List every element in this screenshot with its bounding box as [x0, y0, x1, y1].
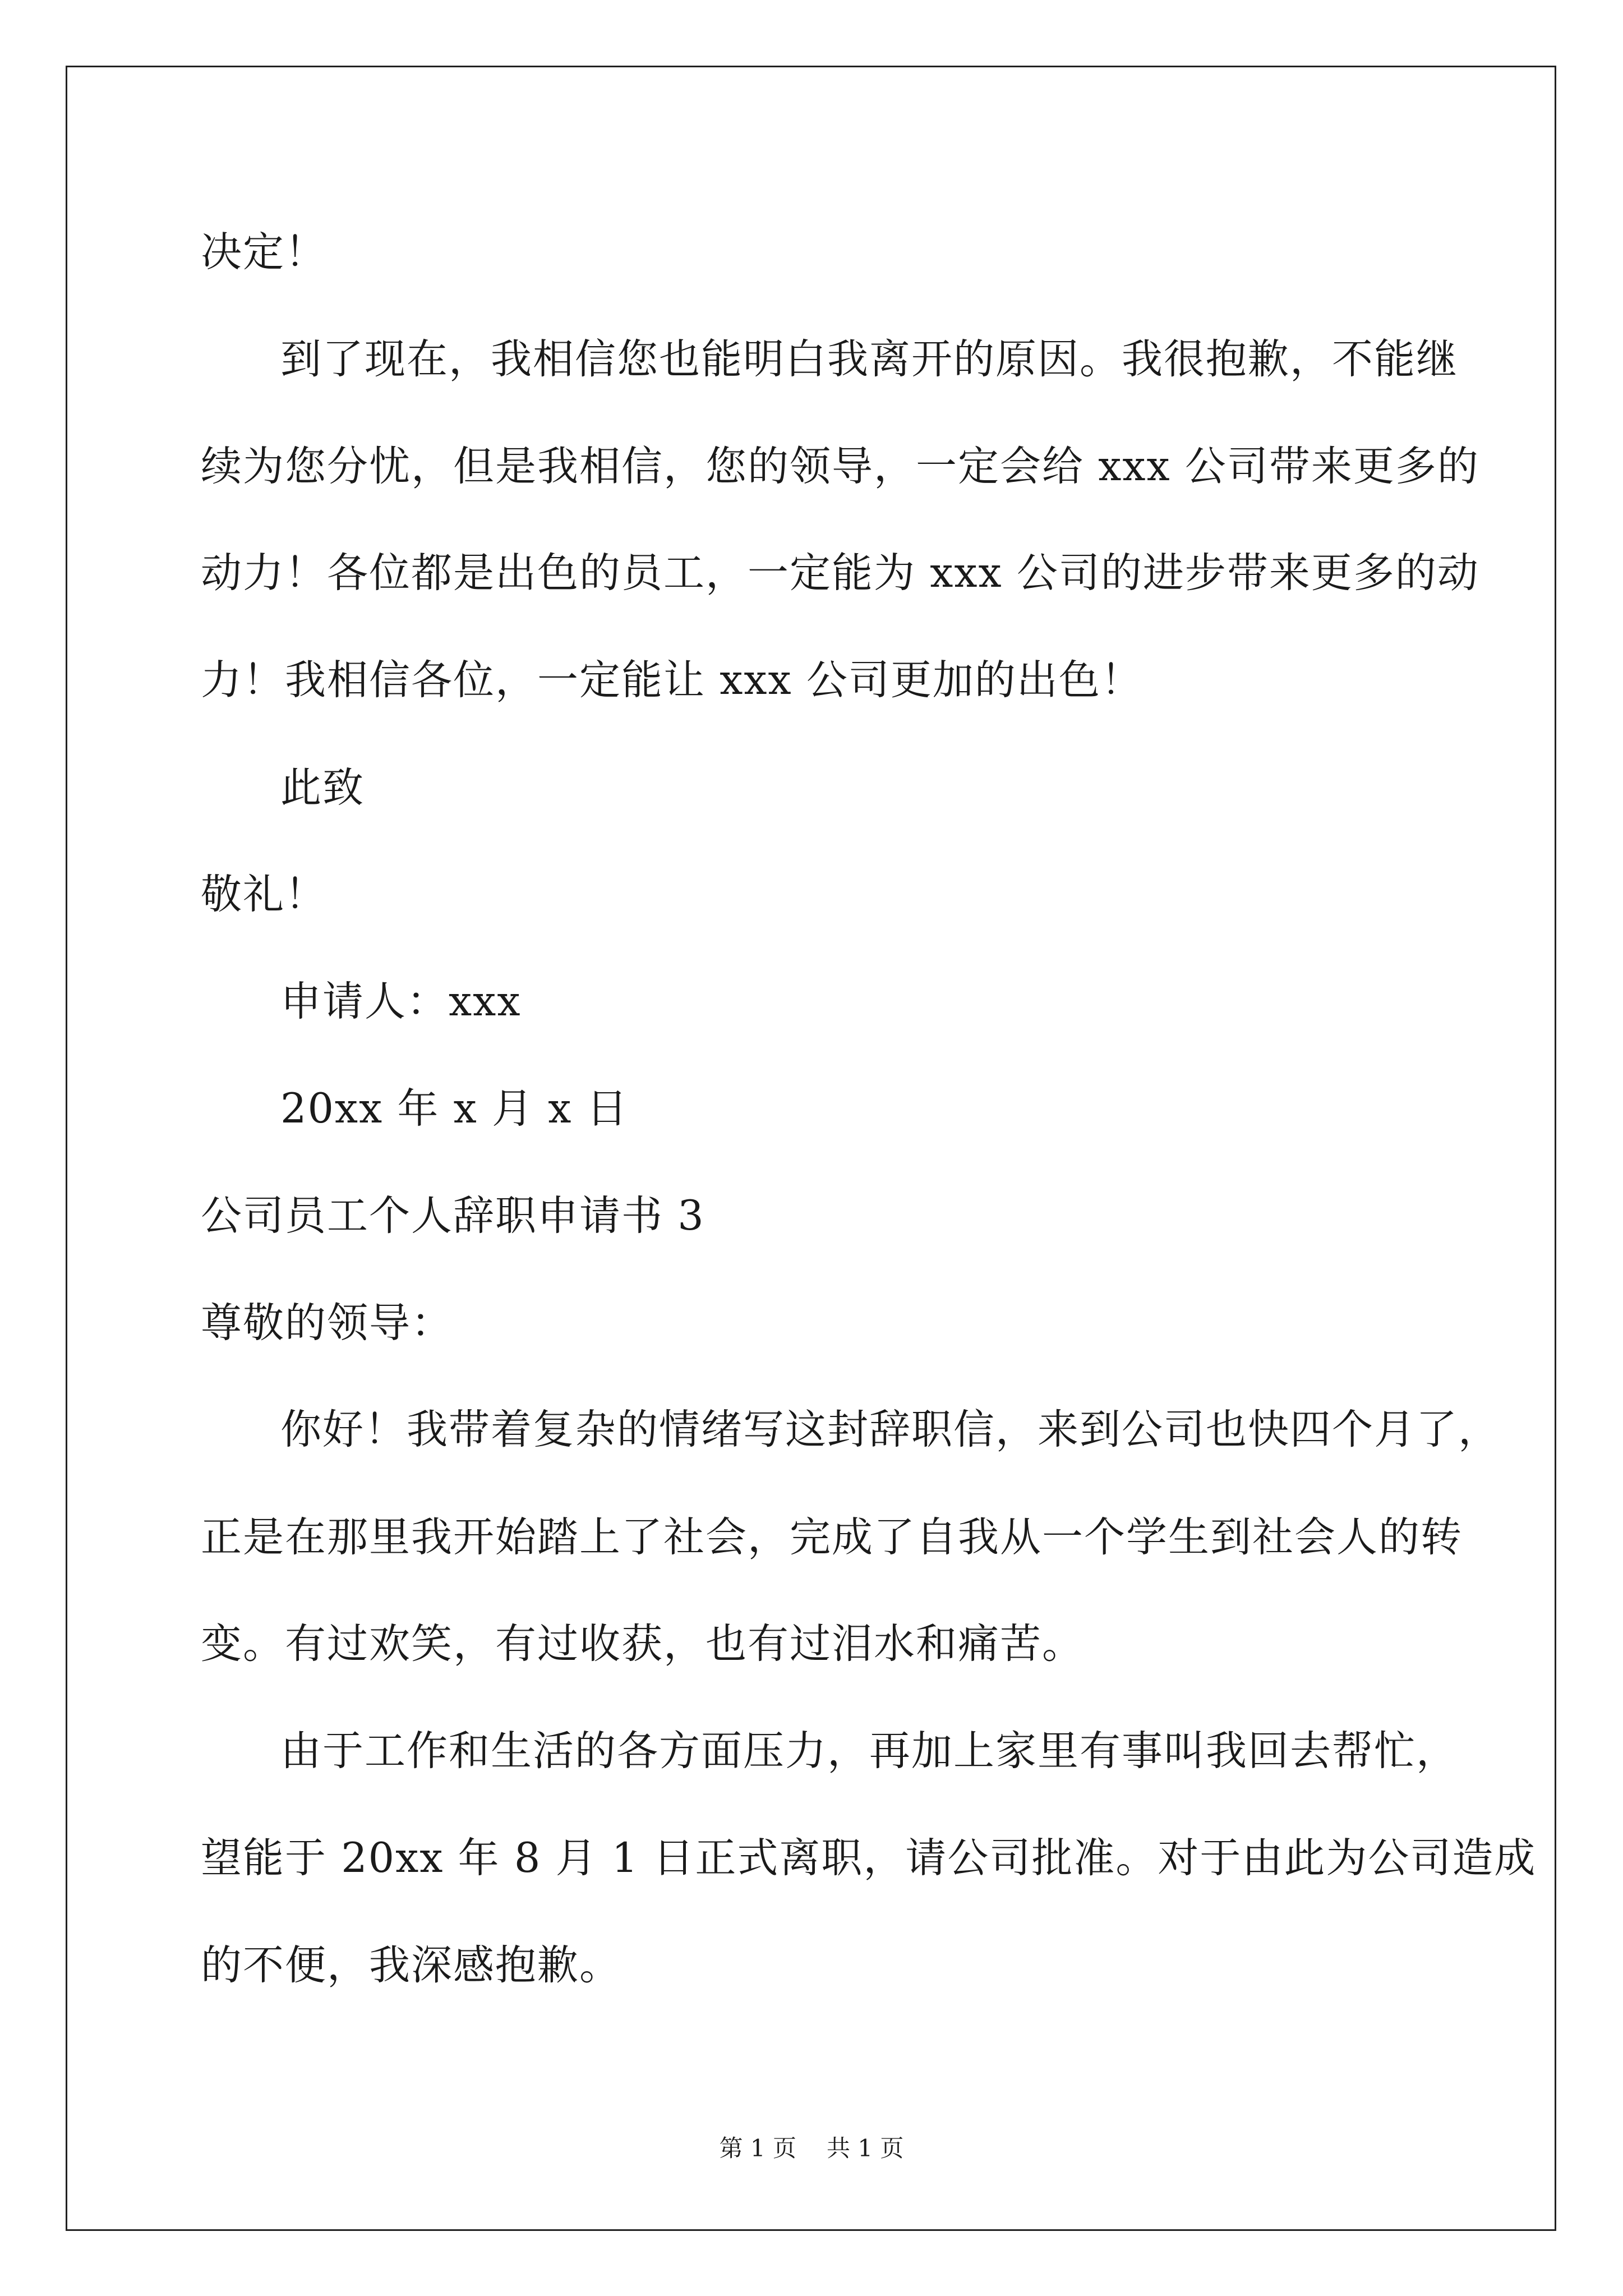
text-line: 动力！各位都是出色的员工，一定能为 xxx 公司的进步带来更多的动: [201, 549, 1479, 597]
text-line: 望能于 20xx 年 8 月 1 日正式离职，请公司批准。对于由此为公司造成: [201, 1834, 1537, 1882]
text-line: 的不便，我深感抱歉。: [201, 1941, 621, 1989]
letter-date: 20xx 年 x 月 x 日: [280, 1085, 629, 1133]
text-line: 你好！我带着复杂的情绪写这封辞职信，来到公司也快四个月了，: [280, 1406, 1500, 1453]
text-line: 到了现在，我相信您也能明白我离开的原因。我很抱歉，不能继: [280, 335, 1458, 383]
page-border: [66, 66, 1556, 2231]
page-total: 共 1 页: [827, 2134, 904, 2162]
closing-regards: 敬礼！: [201, 871, 327, 918]
text-line: 变。有过欢笑，有过收获，也有过泪水和痛苦。: [201, 1620, 1084, 1668]
section-heading: 公司员工个人辞职申请书 3: [201, 1192, 705, 1240]
page-number: 第 1 页: [719, 2134, 796, 2162]
text-line: 决定！: [201, 228, 327, 276]
letter-greeting: 尊敬的领导：: [201, 1299, 453, 1347]
closing-salutation: 此致: [280, 764, 365, 812]
text-line: 正是在那里我开始踏上了社会，完成了自我从一个学生到社会人的转: [201, 1513, 1463, 1561]
page-footer: [0, 2134, 1623, 2162]
text-line: 由于工作和生活的各方面压力，再加上家里有事叫我回去帮忙，: [280, 1727, 1458, 1775]
text-line: 力！我相信各位，一定能让 xxx 公司更加的出色！: [201, 656, 1143, 704]
text-line: 续为您分忧，但是我相信，您的领导，一定会给 xxx 公司带来更多的: [201, 443, 1479, 490]
applicant-signature: 申请人：xxx: [280, 978, 522, 1025]
